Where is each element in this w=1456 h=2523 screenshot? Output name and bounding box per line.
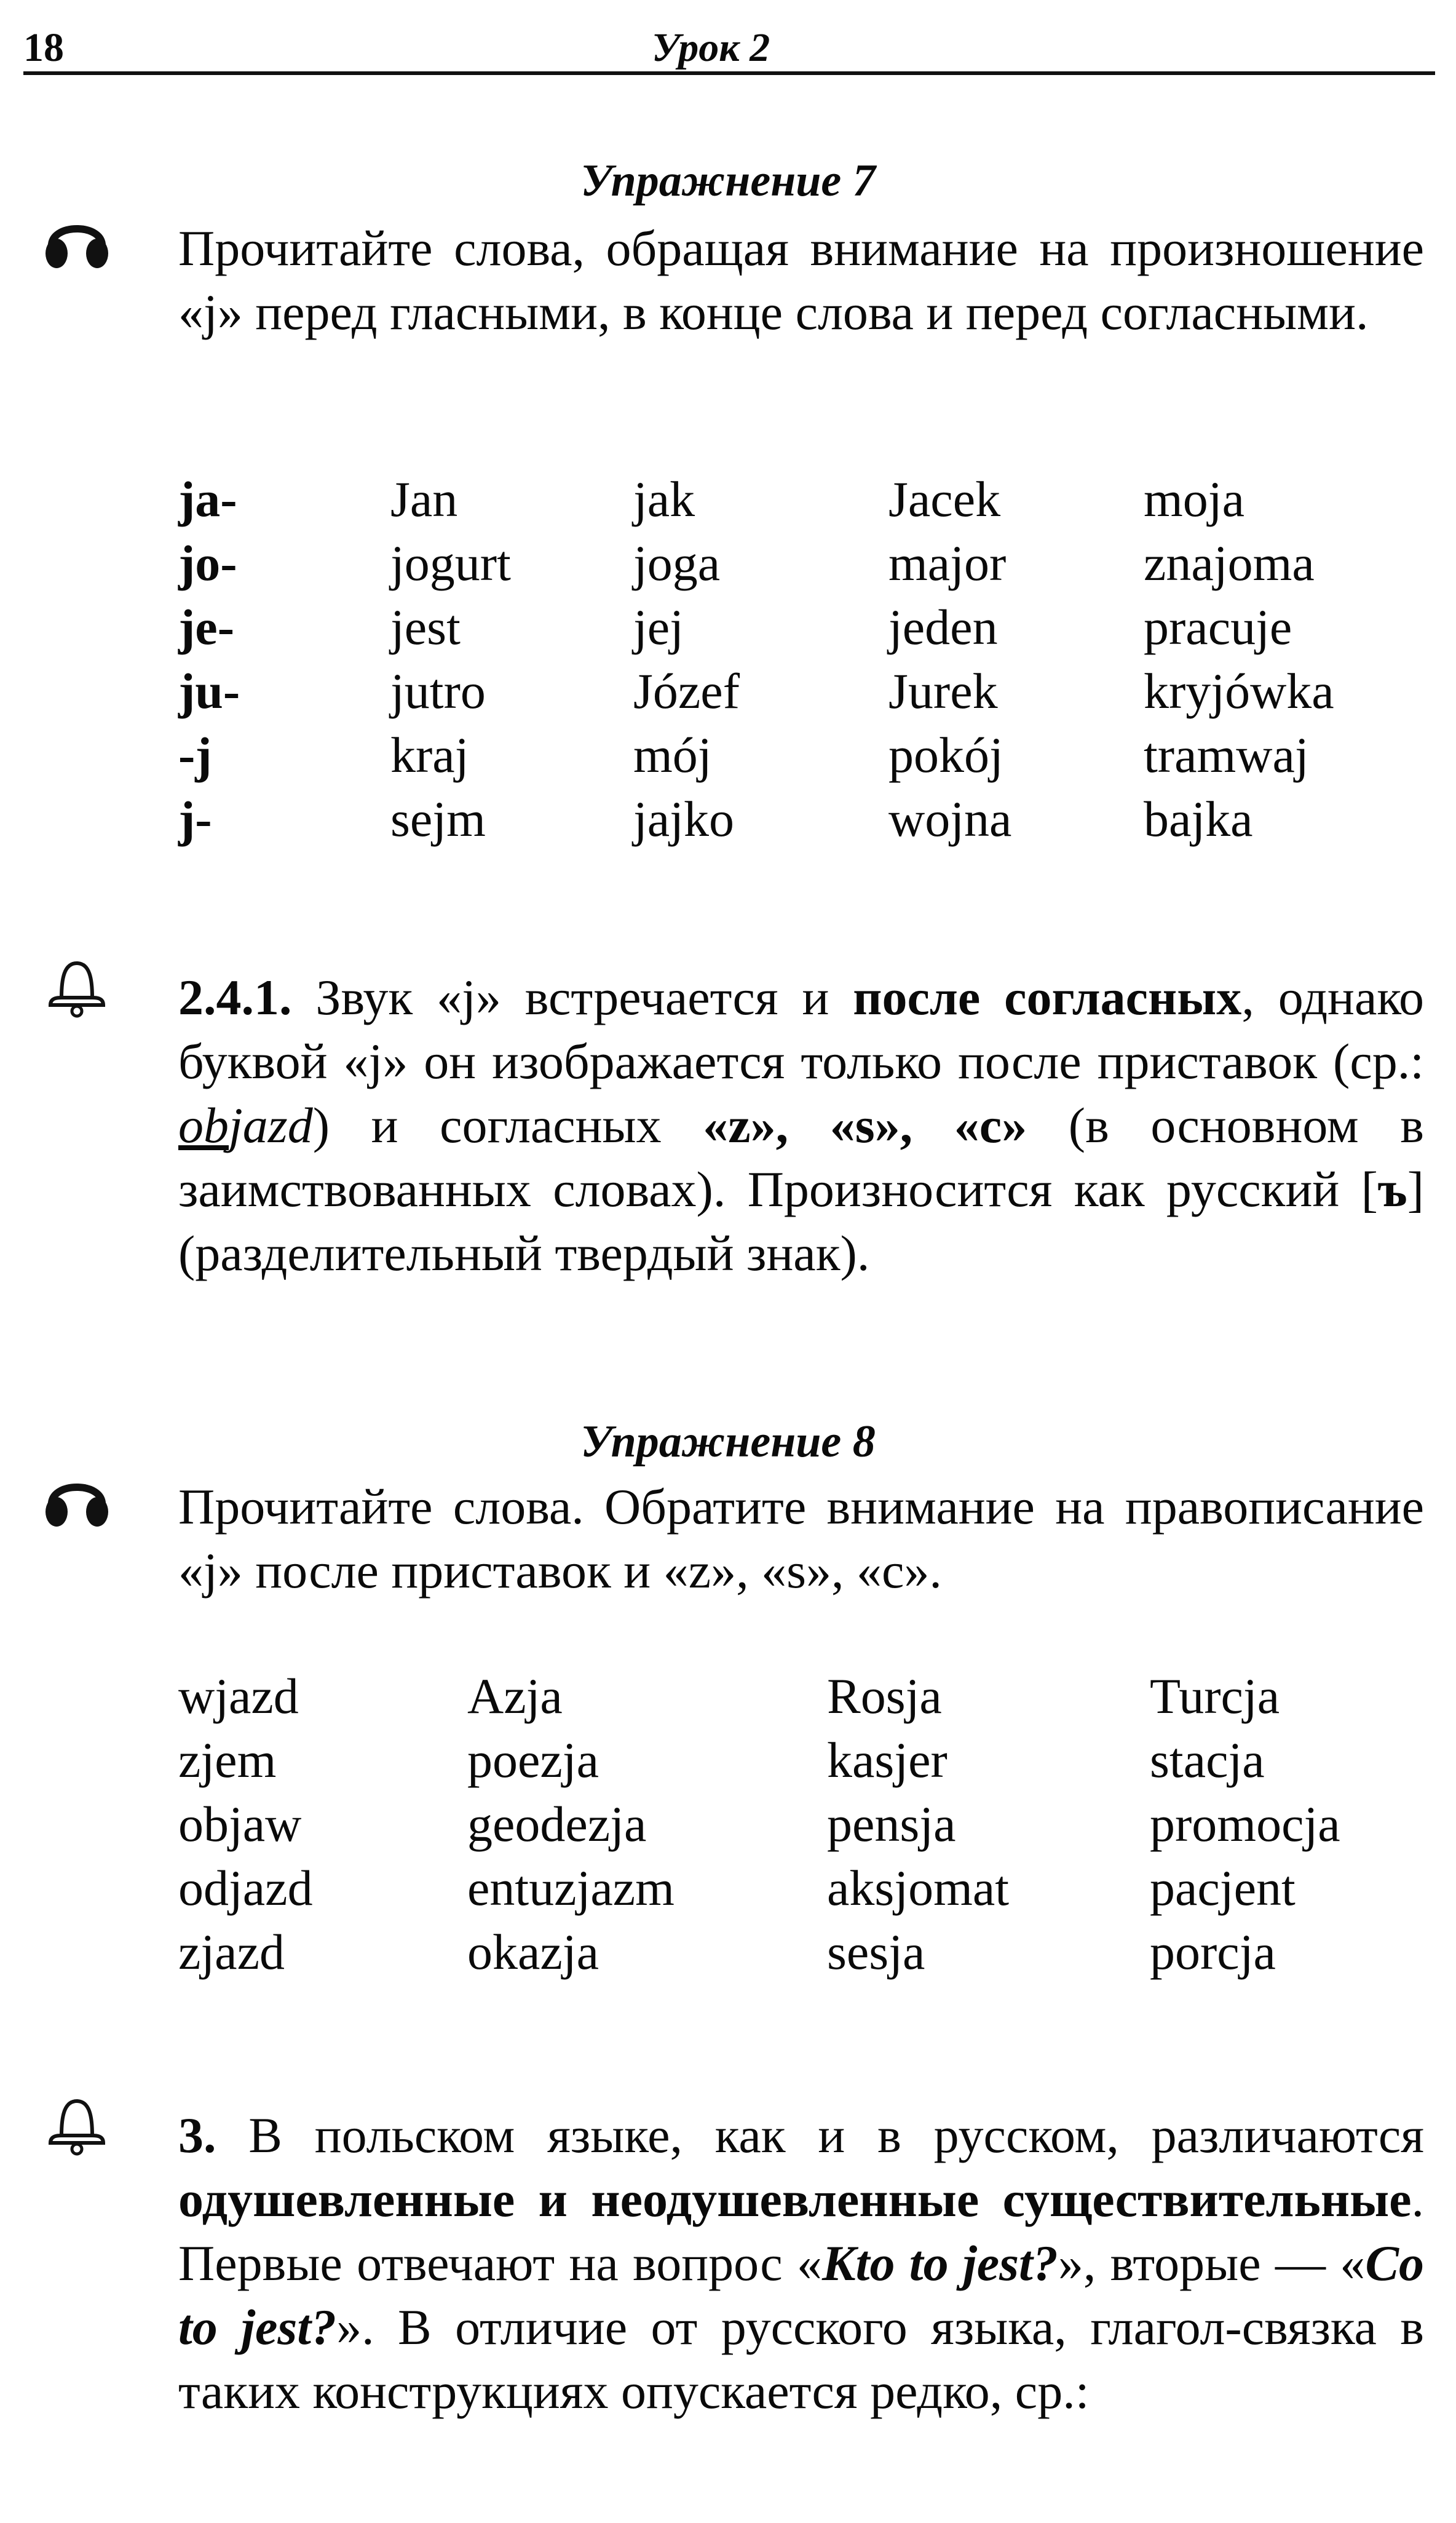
word-column-4 bbox=[1150, 1664, 1340, 1984]
word-column-1 bbox=[178, 1664, 313, 1984]
word: major bbox=[888, 535, 1007, 591]
word: jeden bbox=[888, 599, 998, 655]
word: objaw bbox=[178, 1796, 302, 1852]
word-column-1 bbox=[390, 467, 511, 851]
word: moja bbox=[1144, 471, 1244, 527]
word: Turcja bbox=[1150, 1668, 1280, 1724]
word: jutro bbox=[390, 663, 486, 719]
word: Jurek bbox=[888, 663, 998, 719]
rule-3: 3. В польском языке, как и в русском, различаются одушевленные и неодушевленные существительные. Первые отвечают на вопрос «Kto to jest?», вторые — «Co to jest?». В отличие от русского языка, глагол-связка в таких конструкциях опускается редко, ср.: bbox=[178, 2107, 1425, 2419]
word: mój bbox=[633, 727, 712, 783]
page-number: 18 bbox=[23, 25, 64, 70]
example-word: objazd bbox=[178, 1097, 313, 1153]
word: odjazd bbox=[178, 1860, 313, 1916]
word-column-3 bbox=[827, 1664, 1009, 1984]
word-column-4 bbox=[1144, 467, 1334, 851]
word: bajka bbox=[1144, 791, 1253, 847]
word: geodezja bbox=[467, 1796, 647, 1852]
emphasis: после согласных bbox=[853, 969, 1242, 1025]
word: pokój bbox=[888, 727, 1003, 783]
exercise-8-instruction: Прочитайте слова. Обратите внимание на правописание «j» после приставок и «z», «s», «c». bbox=[178, 1479, 1424, 1599]
headphones-icon bbox=[43, 210, 111, 272]
word: promocja bbox=[1150, 1796, 1340, 1852]
syllable-label: ju- bbox=[178, 663, 240, 719]
word: sesja bbox=[827, 1924, 925, 1980]
exercise-8-title: Упражнение 8 bbox=[580, 1416, 876, 1467]
word: stacja bbox=[1150, 1732, 1265, 1788]
exercise-7-instruction: Прочитайте слова, обращая внимание на произношение «j» перед гласными, в конце слова и перед согласными. bbox=[178, 220, 1424, 340]
word: jogurt bbox=[390, 535, 511, 591]
syllable-label: -j bbox=[178, 727, 212, 783]
word: kasjer bbox=[827, 1732, 948, 1788]
word: sejm bbox=[390, 791, 486, 847]
word: Rosja bbox=[827, 1668, 942, 1724]
rule-number: 2.4.1. bbox=[178, 969, 292, 1025]
word: pracuje bbox=[1144, 599, 1292, 655]
headphones-icon bbox=[43, 1469, 111, 1530]
syllable-label: je- bbox=[178, 599, 235, 655]
rule-number: 3. bbox=[178, 2107, 216, 2163]
emphasis: одушевленные и неодушевленные существительные bbox=[178, 2171, 1412, 2227]
word: porcja bbox=[1150, 1924, 1276, 1980]
word: wjazd bbox=[178, 1668, 299, 1724]
syllable-label: ja- bbox=[178, 471, 237, 527]
exercise-7-word-table bbox=[178, 467, 1408, 851]
word: jest bbox=[390, 599, 461, 655]
word-column-2 bbox=[467, 1664, 675, 1984]
word: aksjomat bbox=[827, 1860, 1010, 1916]
rule-2-4-1: 2.4.1. Звук «j» встречается и после согласных, однако буквой «j» он изображается только после приставок (ср.: objazd) и согласных «z», «s», «c» (в основном в заимствованных словах). Произносится как русский [ъ] (разделительный твердый знак). bbox=[178, 969, 1425, 1281]
word: jej bbox=[633, 599, 684, 655]
bell-icon bbox=[43, 955, 111, 1022]
word: pacjent bbox=[1150, 1860, 1296, 1916]
word: zjem bbox=[178, 1732, 277, 1788]
word: jajko bbox=[633, 791, 734, 847]
syllable-label: jo- bbox=[178, 535, 237, 591]
word: Jan bbox=[390, 471, 458, 527]
header-rule bbox=[23, 71, 1435, 75]
word-column-2 bbox=[633, 467, 740, 851]
bell-icon bbox=[43, 2092, 111, 2160]
word: Józef bbox=[633, 663, 740, 719]
word: entuzjazm bbox=[467, 1860, 675, 1916]
syllable-label: j- bbox=[178, 791, 212, 847]
question-phrase: Co to jest? bbox=[178, 2235, 1425, 2355]
running-title: Урок 2 bbox=[652, 25, 770, 70]
emphasis: ъ bbox=[1377, 1161, 1407, 1217]
word: joga bbox=[633, 535, 721, 591]
word: Azja bbox=[467, 1668, 563, 1724]
word: znajoma bbox=[1144, 535, 1315, 591]
exercise-7-title: Упражнение 7 bbox=[580, 156, 876, 206]
word-column-3 bbox=[888, 467, 1011, 851]
word: pensja bbox=[827, 1796, 956, 1852]
word: kryjówka bbox=[1144, 663, 1334, 719]
word: wojna bbox=[888, 791, 1012, 847]
word: zjazd bbox=[178, 1924, 285, 1980]
word: kraj bbox=[390, 727, 469, 783]
word: poezja bbox=[467, 1732, 599, 1788]
word: tramwaj bbox=[1144, 727, 1309, 783]
syllable-column bbox=[178, 467, 240, 851]
word: jak bbox=[633, 471, 695, 527]
word: Jacek bbox=[888, 471, 1001, 527]
word: okazja bbox=[467, 1924, 599, 1980]
emphasis: «z», «s», «c» bbox=[703, 1097, 1027, 1153]
exercise-8-word-table bbox=[178, 1664, 1408, 1984]
question-phrase: Kto to jest? bbox=[821, 2235, 1058, 2291]
